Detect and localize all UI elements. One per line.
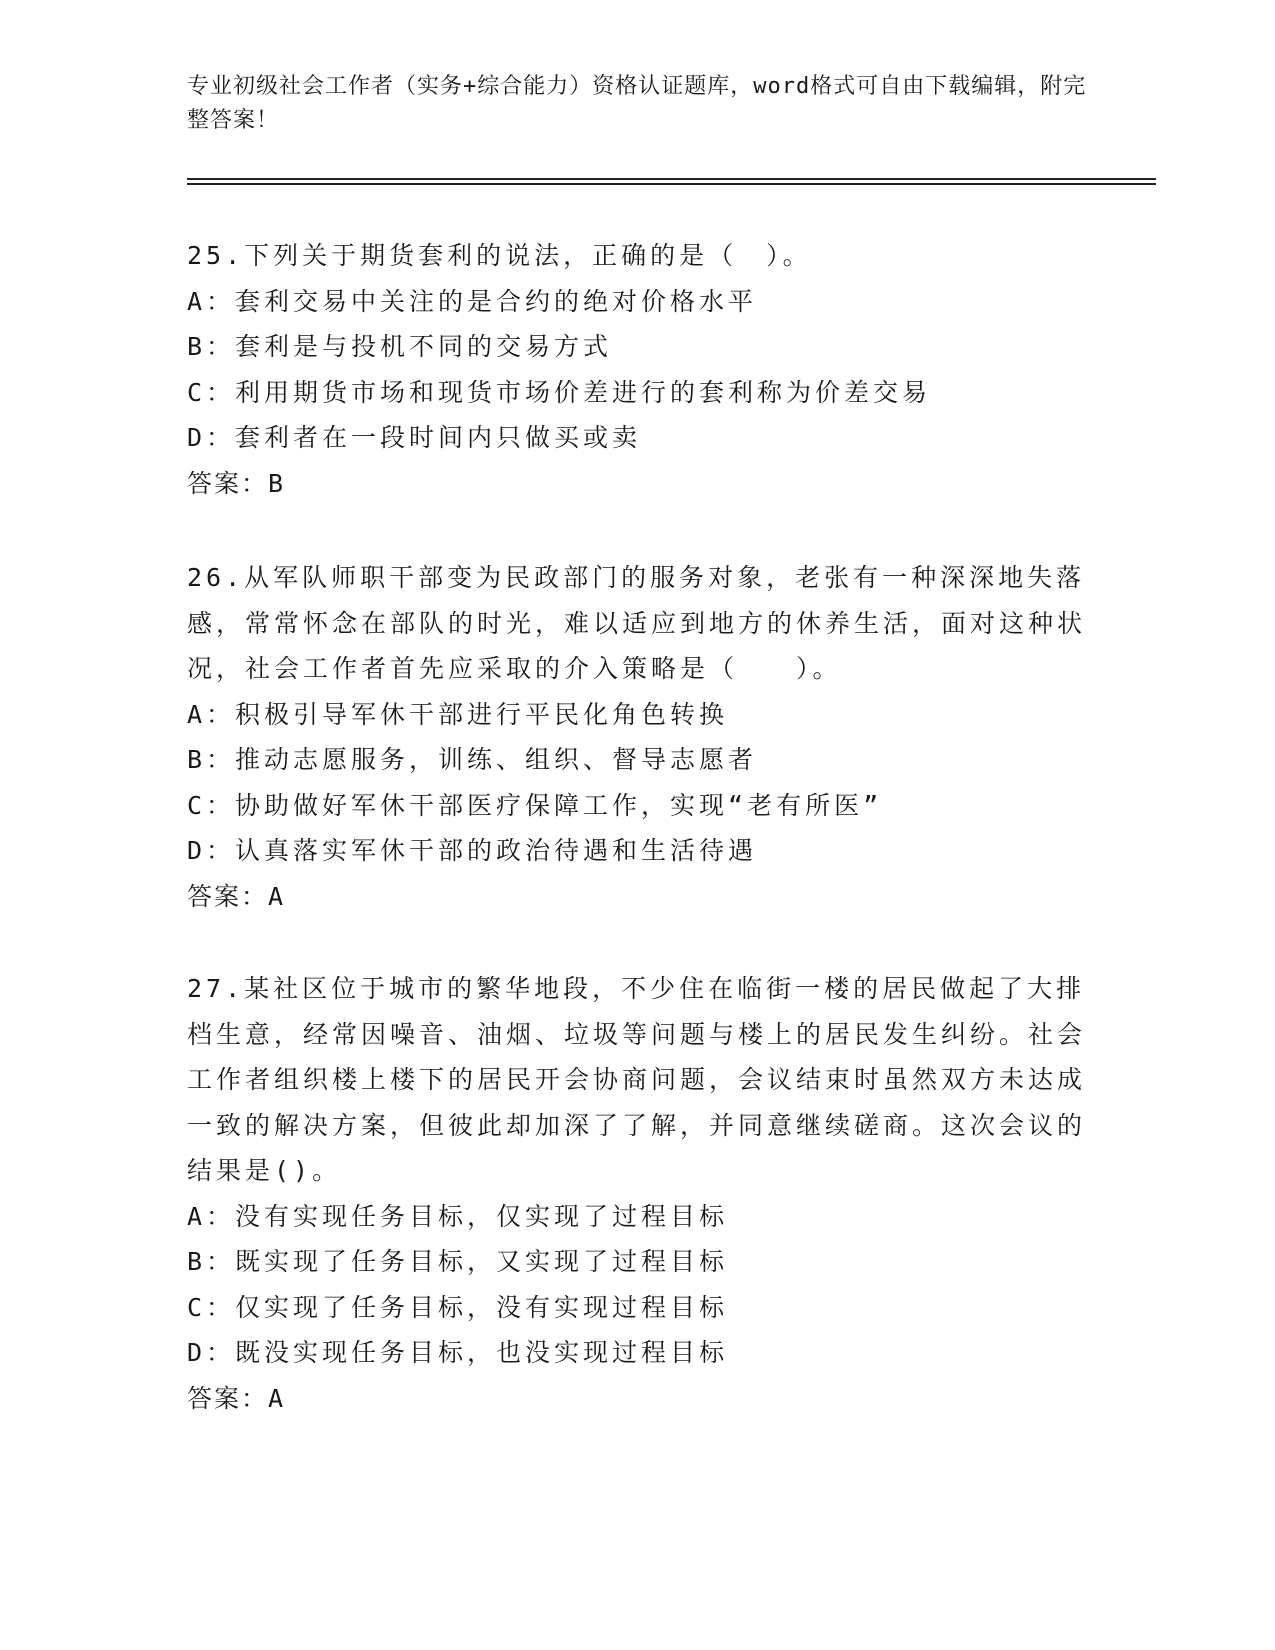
option-a: A：积极引导军休干部进行平民化角色转换 bbox=[187, 699, 729, 729]
header-divider-top bbox=[187, 178, 1156, 180]
question-25 bbox=[187, 233, 1087, 506]
option-d: D：既没实现任务目标，也没实现过程目标 bbox=[187, 1338, 729, 1367]
option-d: D：认真落实军休干部的政治待遇和生活待遇 bbox=[187, 836, 758, 865]
option-b: B：套利是与投机不同的交易方式 bbox=[187, 332, 613, 361]
header-divider-bottom bbox=[187, 183, 1156, 185]
question-stem: 27.某社区位于城市的繁华地段，不少住在临街一楼的居民做起了大排档生意，经常因噪音、油烟、垃圾等问题与楼上的居民发生纠纷。社会工作者组织楼上楼下的居民开会协商问题，会议结束时虽然双方未达成一致的解决方案，但彼此却加深了了解，并同意继续磋商。这次会议的结果是()。 bbox=[187, 974, 1087, 1185]
option-c: C：协助做好军休干部医疗保障工作，实现“老有所医” bbox=[187, 790, 883, 820]
option-c: C：仅实现了任务目标，没有实现过程目标 bbox=[187, 1292, 729, 1322]
option-c: C：利用期货市场和现货市场价差进行的套利称为价差交易 bbox=[187, 377, 932, 407]
answer-line: 答案：A bbox=[187, 1383, 286, 1413]
question-27 bbox=[187, 966, 1087, 1421]
answer-line: 答案：A bbox=[187, 881, 286, 911]
question-26 bbox=[187, 555, 1087, 919]
document-header: 专业初级社会工作者（实务+综合能力）资格认证题库，word格式可自由下载编辑，附完整答案！ bbox=[187, 74, 1087, 133]
option-b: B：既实现了任务目标，又实现了过程目标 bbox=[187, 1247, 729, 1276]
option-a: A：没有实现任务目标，仅实现了过程目标 bbox=[187, 1201, 729, 1231]
option-d: D：套利者在一段时间内只做买或卖 bbox=[187, 423, 642, 452]
question-stem: 26.从军队师职干部变为民政部门的服务对象，老张有一种深深地失落感，常常怀念在部队的时光，难以适应到地方的休养生活，面对这种状况，社会工作者首先应采取的介入策略是（ ）。 bbox=[187, 563, 1087, 683]
option-b: B：推动志愿服务，训练、组织、督导志愿者 bbox=[187, 745, 758, 774]
option-a: A：套利交易中关注的是合约的绝对价格水平 bbox=[187, 286, 758, 316]
answer-line: 答案：B bbox=[187, 468, 286, 498]
question-stem: 25.下列关于期货套利的说法，正确的是（ ）。 bbox=[187, 241, 812, 270]
